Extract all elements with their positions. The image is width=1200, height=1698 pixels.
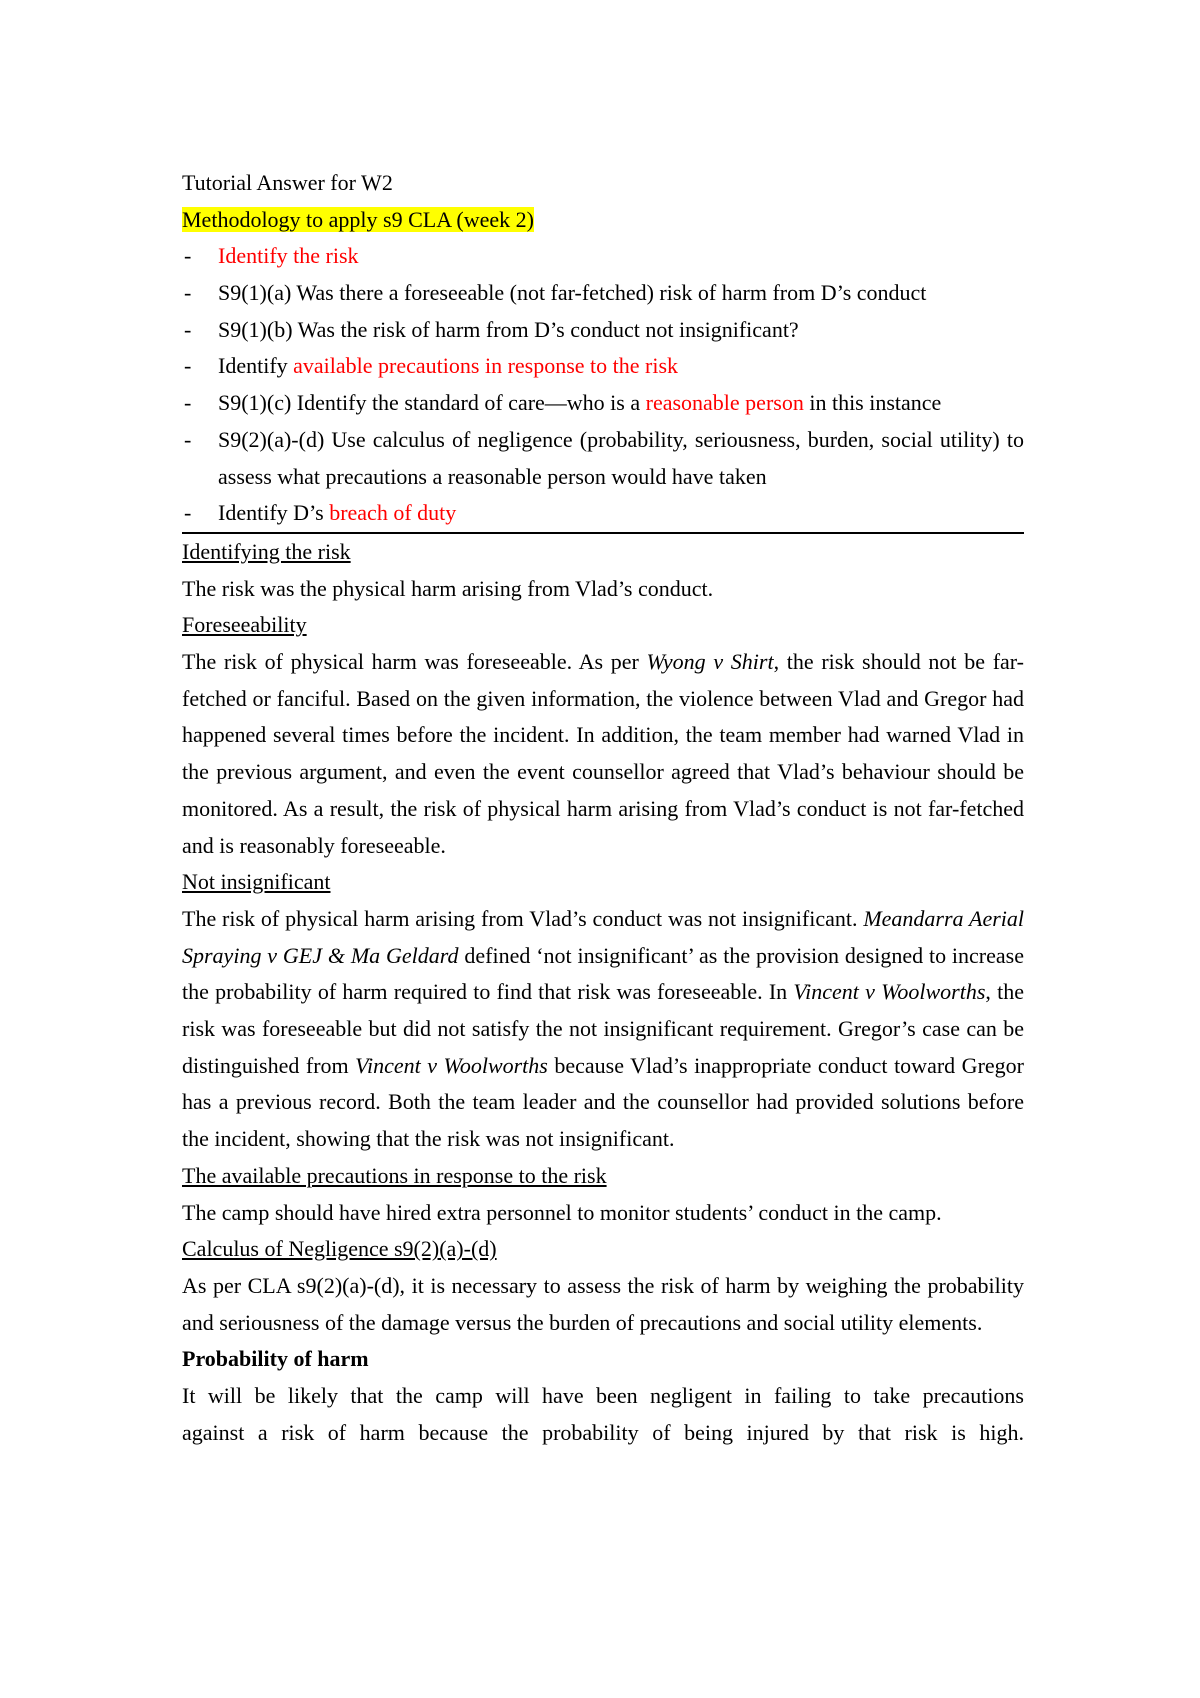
insignificant-heading [182,864,1024,901]
bullet-breach-red: breach of duty [329,500,457,526]
list-item [182,238,1024,275]
bullet-precautions-red: available precautions in response to the risk [293,353,679,379]
list-item [182,348,1024,385]
list-item [182,312,1024,349]
dash-marker: - [184,390,192,416]
identifying-heading [182,534,1024,571]
calculus-paragraph: As per CLA s9(2)(a)-(d), it is necessary to assess the risk of harm by weighing the probability and seriousness of the damage versus the burden of precautions and social utility elements. [182,1272,1024,1335]
foreseeability-text-1: The risk of physical harm was foreseeable. As per [182,649,647,675]
foreseeability-heading-text: Foreseeability [182,612,307,638]
bullet-standard-red: reasonable person [645,390,804,416]
case-vincent-v-woolworths-2: Vincent v Woolworths [355,1052,548,1078]
identifying-text: The risk was the physical harm arising from Vlad’s conduct. [182,575,714,601]
case-vincent-v-woolworths: Vincent v Woolworths [793,979,986,1005]
bullet-standard-suffix: in this instance [803,390,942,416]
list-item [182,275,1024,312]
probability-line-1: It will be likely that the camp will have been negligent in failing to take precautions [182,1383,1024,1409]
foreseeability-paragraph [182,644,1024,864]
bullet-s9-1-a: S9(1)(a) Was there a foreseeable (not far-fetched) risk of harm from D’s conduct [218,280,927,306]
dash-marker: - [184,353,192,379]
calculus-heading-text: Calculus of Negligence s9(2)(a)-(d) [182,1236,497,1262]
insignificant-heading-text: Not insignificant [182,869,331,895]
bullet-s9-1-b: S9(1)(b) Was the risk of harm from D’s conduct not insignificant? [218,316,799,342]
foreseeability-heading [182,607,1024,644]
methodology-heading [182,202,1024,239]
document-title: Tutorial Answer for W2 [182,170,393,195]
dash-marker: - [184,500,192,526]
bullet-calculus: S9(2)(a)-(d) Use calculus of negligence (probability, seriousness, burden, social utility) to assess what precautions a reasonable person would have taken [218,426,1024,489]
identifying-heading-text: Identifying the risk [182,539,351,564]
precautions-heading-text: The available precautions in response to the risk [182,1162,607,1188]
methodology-heading-text: Methodology to apply s9 CLA (week 2) [182,206,534,232]
list-item [182,385,1024,422]
list-item [182,495,1024,534]
bullet-breach-prefix: Identify D’s [218,500,330,526]
calculus-heading [182,1231,1024,1268]
methodology-list [182,238,1024,534]
insignificant-text-1: The risk of physical harm arising from Vlad’s conduct was not insignificant. [182,905,864,931]
case-meandarra: Meandarra Aerial Spraying v GEJ & Ma Geldard [182,905,1024,968]
dash-marker: - [184,316,192,342]
foreseeability-text-2: , the risk should not be far-fetched or fanciful. Based on the given information, the violence between Vlad and Gregor had happened several times before the incident. In addition, the team member had warned Vlad in the previous argument, and even the event counsellor agreed that Vlad’s behaviour should be monitored. As a result, the risk of physical harm arising from Vlad’s conduct is not far-fetched and is reasonably foreseeable. [182,649,1025,858]
bullet-standard-prefix: S9(1)(c) Identify the standard of care—who is a [218,390,646,416]
insignificant-text-4: because Vlad’s inappropriate conduct toward Gregor has a previous record. Both the team leader and the counsellor had provided solutions before the incident, showing that the risk was not insignificant. [182,1052,1024,1152]
precautions-text: The camp should have hired extra personnel to monitor students’ conduct in the camp. [182,1199,942,1225]
case-wyong-v-shirt: Wyong v Shirt [646,649,774,675]
probability-heading: Probability of harm [182,1346,369,1372]
precautions-heading [182,1158,1024,1195]
dash-marker: - [184,280,192,306]
dash-marker: - [184,426,192,452]
list-item [182,422,1024,495]
insignificant-text-3: , the risk was foreseeable but did not satisfy the not insignificant requirement. Gregor’s case can be distinguished from [182,979,1024,1078]
insignificant-paragraph [182,901,1024,1158]
insignificant-text-2: defined ‘not insignificant’ as the provision designed to increase the probability of harm required to find that risk was foreseeable. In [182,942,1024,1005]
bullet-precautions-prefix: Identify [218,353,294,379]
probability-line-2: against a risk of harm because the probability of being injured by that risk is high. [182,1419,1024,1445]
document-content [182,165,1024,1451]
bullet-identify-risk: Identify the risk [218,243,359,269]
dash-marker: - [184,243,192,269]
